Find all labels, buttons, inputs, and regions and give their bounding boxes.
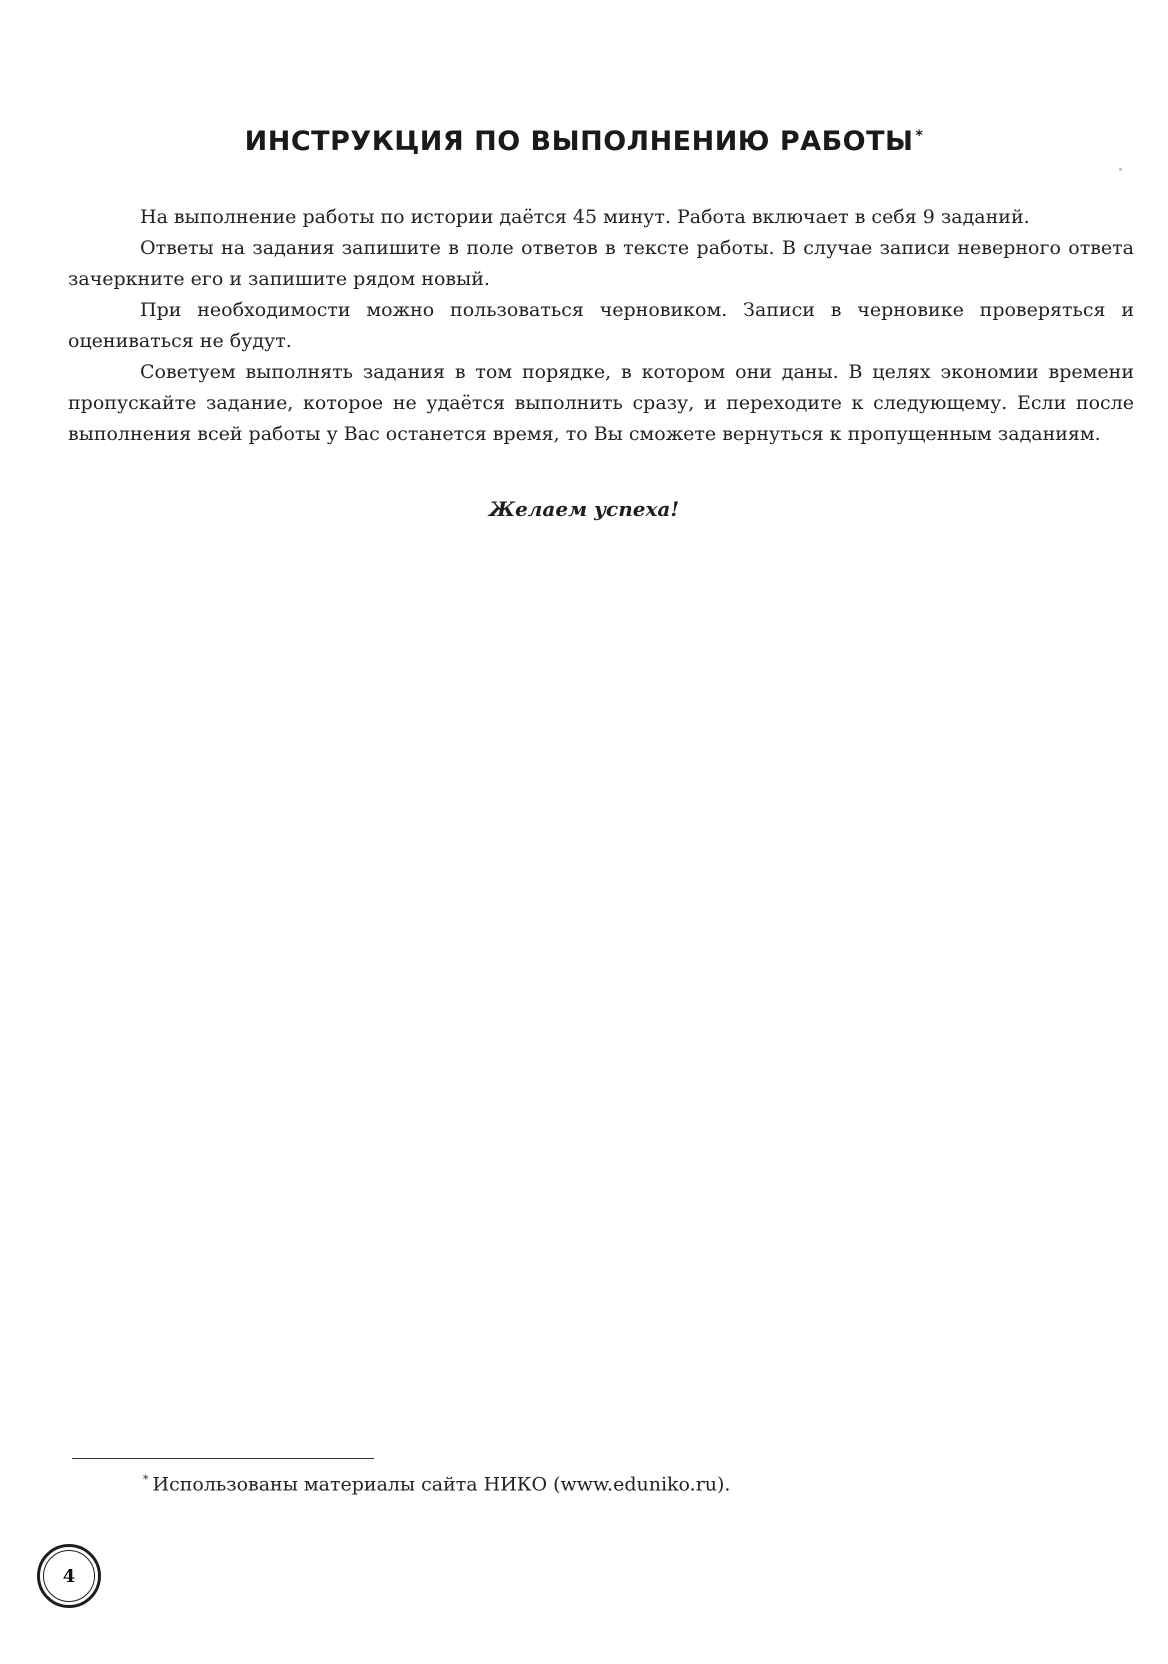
page-title [0, 126, 1168, 157]
instruction-paragraph: На выполнение работы по истории даётся 45 минут. Работа включает в себя 9 заданий. [140, 206, 1030, 228]
closing-wish: Желаем успеха! [488, 497, 680, 521]
instructions-body [68, 202, 1134, 450]
instruction-paragraph: Советуем выполнять задания в том порядке, в котором они даны. В целях экономии времени пропускайте задание, которое не удаётся выполнить сразу, и переходите к следующему. Если после выполнения всей работы у Вас останется время, то Вы сможете вернуться к пропущенным заданиям. [68, 361, 1134, 445]
footnote-mark: * [143, 1473, 149, 1486]
instruction-paragraph: При необходимости можно пользоваться черновиком. Записи в черновике проверяться и оцениваться не будут. [68, 299, 1134, 352]
footnote [143, 1473, 730, 1495]
footnote-text: Использованы материалы сайта НИКО (www.eduniko.ru). [152, 1473, 731, 1496]
scan-speck [1119, 168, 1122, 171]
footnote-divider [72, 1458, 374, 1459]
page-number-badge [37, 1544, 101, 1608]
instruction-paragraph: Ответы на задания запишите в поле ответов в тексте работы. В случае записи неверного ответа зачеркните его и запишите рядом новый. [68, 237, 1134, 290]
title-footnote-mark: * [915, 128, 924, 145]
page-number: 4 [62, 1565, 76, 1587]
page-title-text: ИНСТРУКЦИЯ ПО ВЫПОЛНЕНИЮ РАБОТЫ [244, 126, 914, 158]
